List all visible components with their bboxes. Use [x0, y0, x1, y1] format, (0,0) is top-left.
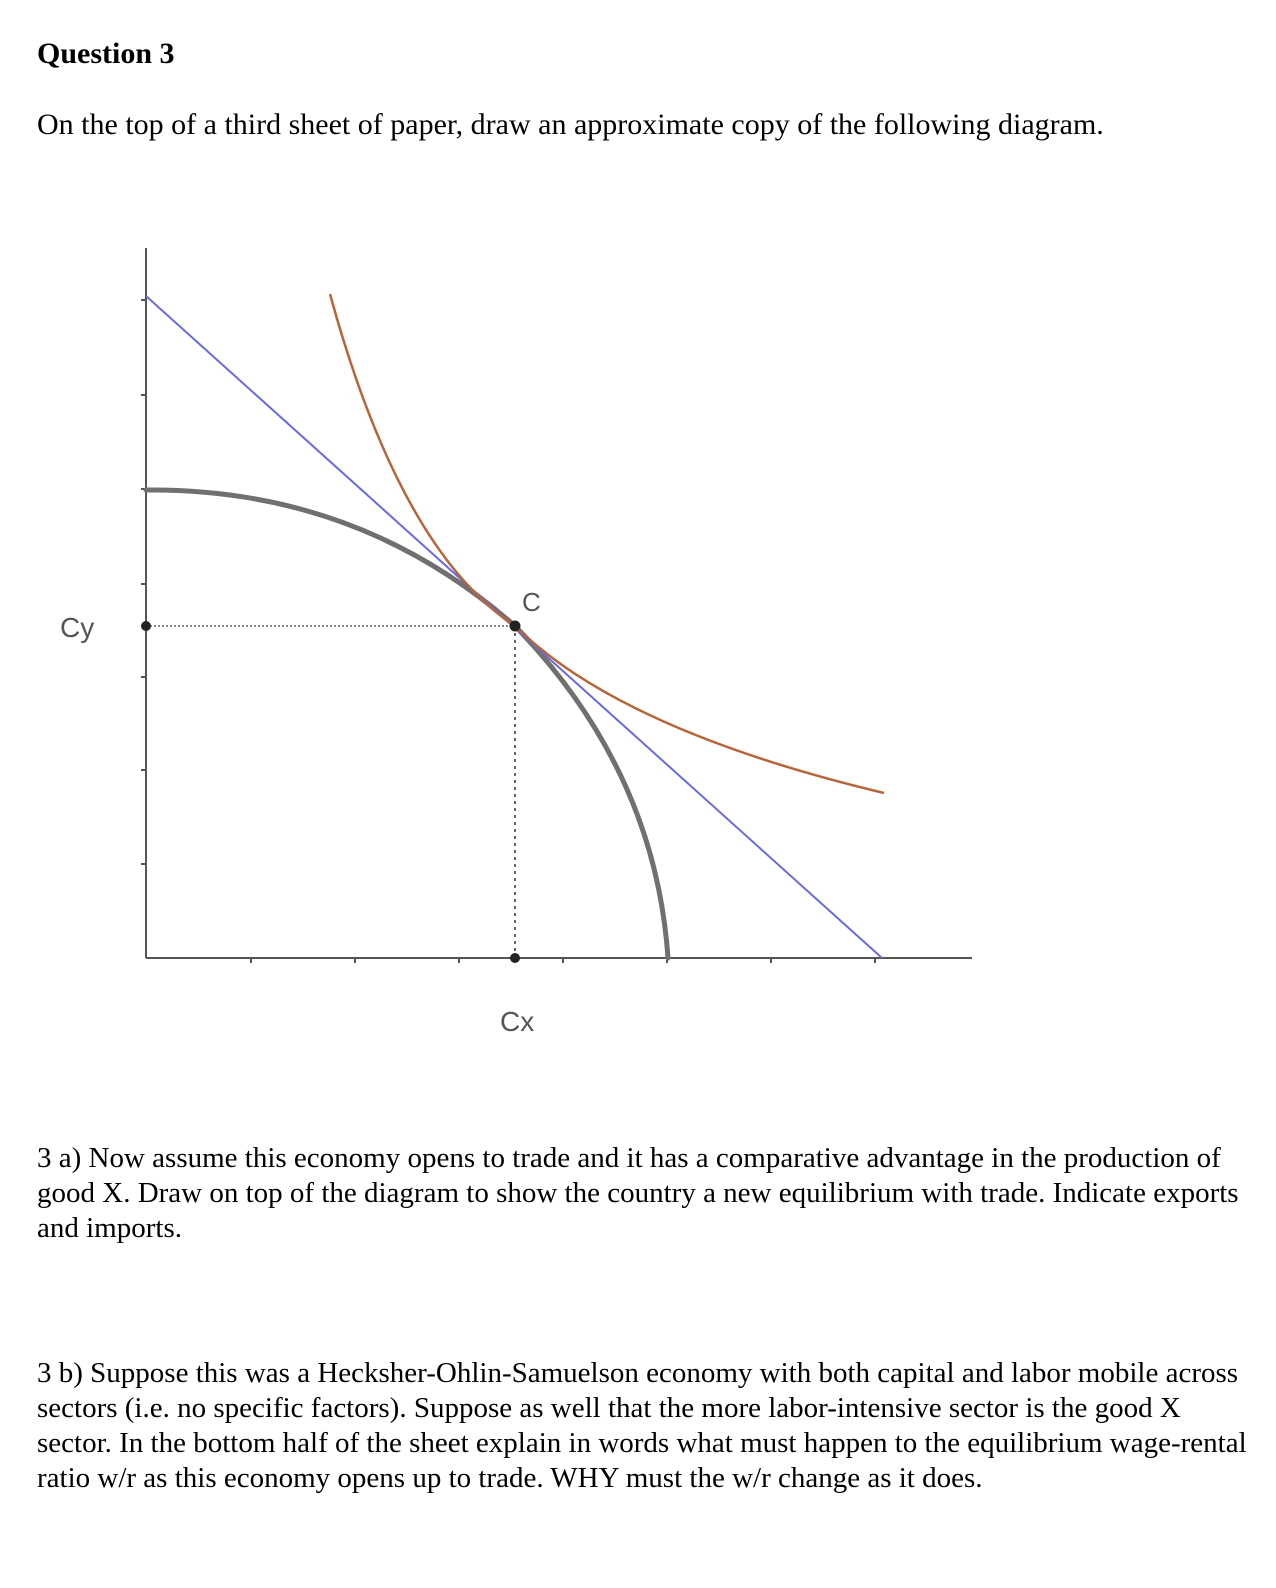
ppf-diagram [0, 230, 1276, 1060]
production-possibility-frontier [146, 490, 668, 958]
consumption-point [510, 621, 521, 632]
cx-label: Cx [500, 1006, 535, 1037]
instruction-text: On the top of a third sheet of paper, draw an approximate copy of the following diagram. [37, 108, 1104, 141]
question-part-b: 3 b) Suppose this was a Hecksher-Ohlin-Samuelson economy with both capital and labor mobile across sectors (i.e. no specific factors). Suppose as well that the more labor-intensive sector is the good X sector. In the bottom half of the sheet explain in words what must happen to the equilibrium wage-rental ratio w/r as this economy opens up to trade. WHY must the w/r change as it does. [37, 1357, 1247, 1494]
question-heading: Question 3 [37, 37, 175, 70]
point-c-label: C [522, 587, 541, 617]
question-part-a: 3 a) Now assume this economy opens to trade and it has a comparative advantage in the production of good X. Draw on top of the diagram to show the country a new equilibrium with trade. Indicate exports and imports. [37, 1142, 1239, 1244]
cy-axis-point [141, 621, 151, 631]
cy-label: Cy [60, 612, 95, 643]
cx-axis-point [510, 953, 520, 963]
indifference-curve [330, 294, 884, 793]
